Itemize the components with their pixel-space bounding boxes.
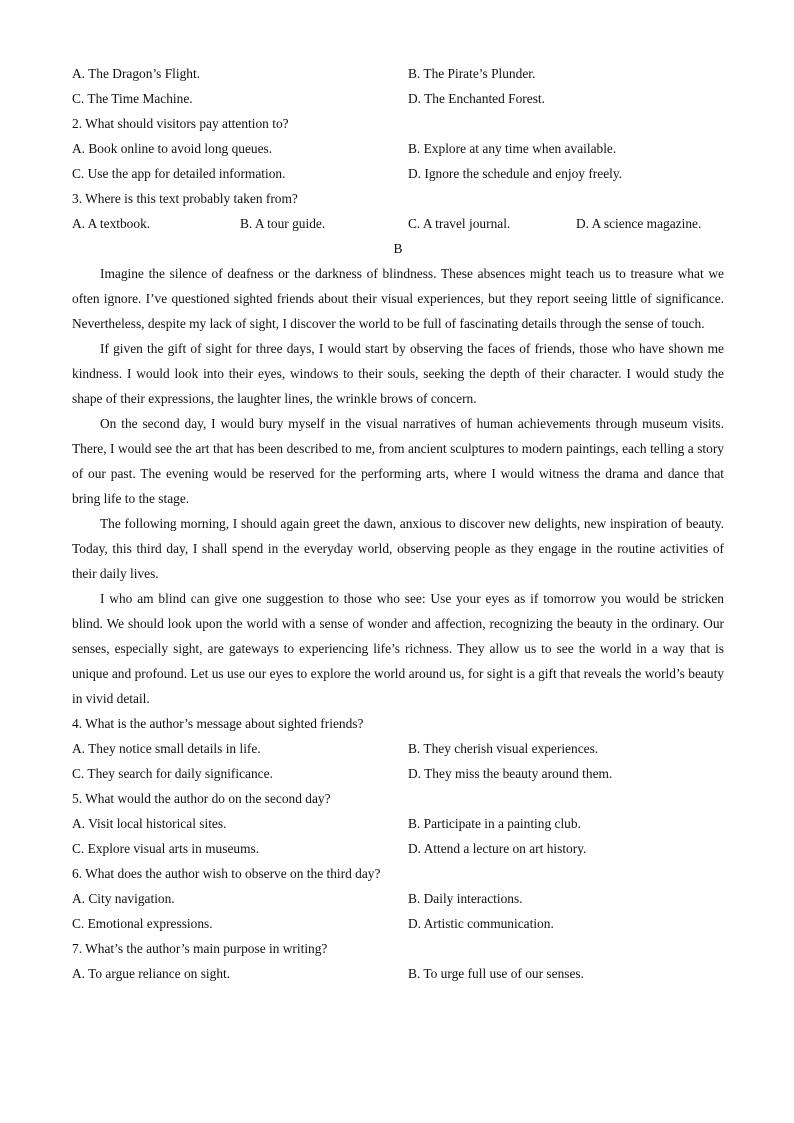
q1-option-b: B. The Pirate’s Plunder. xyxy=(408,66,536,81)
q6-option-c: C. Emotional expressions. xyxy=(72,916,213,931)
q1-option-c: C. The Time Machine. xyxy=(72,91,193,106)
q5-option-b: B. Participate in a painting club. xyxy=(408,816,581,831)
q7-option-b: B. To urge full use of our senses. xyxy=(408,966,584,981)
q6-option-b: B. Daily interactions. xyxy=(408,891,523,906)
q6-option-d: D. Artistic communication. xyxy=(408,916,554,931)
q1-option-d: D. The Enchanted Forest. xyxy=(408,91,545,106)
q1-options-row-1 xyxy=(72,61,724,86)
q5-option-d: D. Attend a lecture on art history. xyxy=(408,841,587,856)
q1-options-row-2 xyxy=(72,86,724,111)
q4-options-row-2 xyxy=(72,761,724,786)
q2-options-row-1 xyxy=(72,136,724,161)
section-heading-b: B xyxy=(393,241,403,256)
q4-options-row-1 xyxy=(72,736,724,761)
page-content xyxy=(72,61,724,986)
q6-stem: 6. What does the author wish to observe on the third day? xyxy=(72,866,381,881)
q4-option-c: C. They search for daily significance. xyxy=(72,766,273,781)
q2-option-d: D. Ignore the schedule and enjoy freely. xyxy=(408,166,623,181)
passage-paragraph-1: Imagine the silence of deafness or the darkness of blindness. These absences might teach us to treasure what we often ignore. I’ve questioned sighted friends about their visual experiences, but they report seeing little of significance. Nevertheless, despite my lack of sight, I discover the world to be full of fascinating details through the sense of touch. xyxy=(72,266,724,331)
q2-stem: 2. What should visitors pay attention to? xyxy=(72,116,289,131)
q1-option-a: A. The Dragon’s Flight. xyxy=(72,66,201,81)
q6-option-a: A. City navigation. xyxy=(72,891,175,906)
q7-option-a: A. To argue reliance on sight. xyxy=(72,966,231,981)
q5-options-row-2 xyxy=(72,836,724,861)
q2-option-b: B. Explore at any time when available. xyxy=(408,141,617,156)
q7-stem: 7. What’s the author’s main purpose in writing? xyxy=(72,941,328,956)
q2-option-a: A. Book online to avoid long queues. xyxy=(72,141,273,156)
q4-option-a: A. They notice small details in life. xyxy=(72,741,261,756)
q2-option-c: C. Use the app for detailed information. xyxy=(72,166,286,181)
q5-option-a: A. Visit local historical sites. xyxy=(72,816,227,831)
q3-option-d: D. A science magazine. xyxy=(576,216,702,231)
q4-option-d: D. They miss the beauty around them. xyxy=(408,766,613,781)
q6-options-row-1 xyxy=(72,886,724,911)
q3-option-a: A. A textbook. xyxy=(72,216,151,231)
q6-options-row-2 xyxy=(72,911,724,936)
q5-option-c: C. Explore visual arts in museums. xyxy=(72,841,260,856)
q7-options-row-1 xyxy=(72,961,724,986)
q3-option-c: C. A travel journal. xyxy=(408,216,511,231)
q5-stem: 5. What would the author do on the second day? xyxy=(72,791,331,806)
q4-option-b: B. They cherish visual experiences. xyxy=(408,741,599,756)
q3-options-row xyxy=(72,211,724,236)
q4-stem: 4. What is the author’s message about sighted friends? xyxy=(72,716,364,731)
passage-paragraph-5: I who am blind can give one suggestion to those who see: Use your eyes as if tomorrow you would be stricken blind. We should look upon the world with a sense of wonder and affection, recognizing the beauty in the ordinary. Our senses, especially sight, are gateways to experiencing life’s richness. They allow us to see the world in a way that is unique and profound. Let us use our eyes to explore the world around us, for sight is a gift that reveals the world’s beauty in vivid detail. xyxy=(72,591,724,706)
q5-options-row-1 xyxy=(72,811,724,836)
passage-paragraph-2: If given the gift of sight for three days, I would start by observing the faces of friends, those who have shown me kindness. I would look into their eyes, windows to their souls, seeking the depth of their character. I would study the shape of their expressions, the laughter lines, the wrinkle brows of concern. xyxy=(72,341,724,406)
q3-stem: 3. Where is this text probably taken from? xyxy=(72,191,298,206)
passage-paragraph-3: On the second day, I would bury myself in the visual narratives of human achievements through museum visits. There, I would see the art that has been described to me, from ancient sculptures to modern paintings, each telling a story of our past. The evening would be reserved for the performing arts, where I would witness the drama and dance that bring life to the stage. xyxy=(72,416,724,506)
q2-options-row-2 xyxy=(72,161,724,186)
passage-paragraph-4: The following morning, I should again greet the dawn, anxious to discover new delights, new inspiration of beauty. Today, this third day, I shall spend in the everyday world, observing people as they engage in the routine activities of their daily lives. xyxy=(72,516,724,581)
q3-option-b: B. A tour guide. xyxy=(240,216,326,231)
